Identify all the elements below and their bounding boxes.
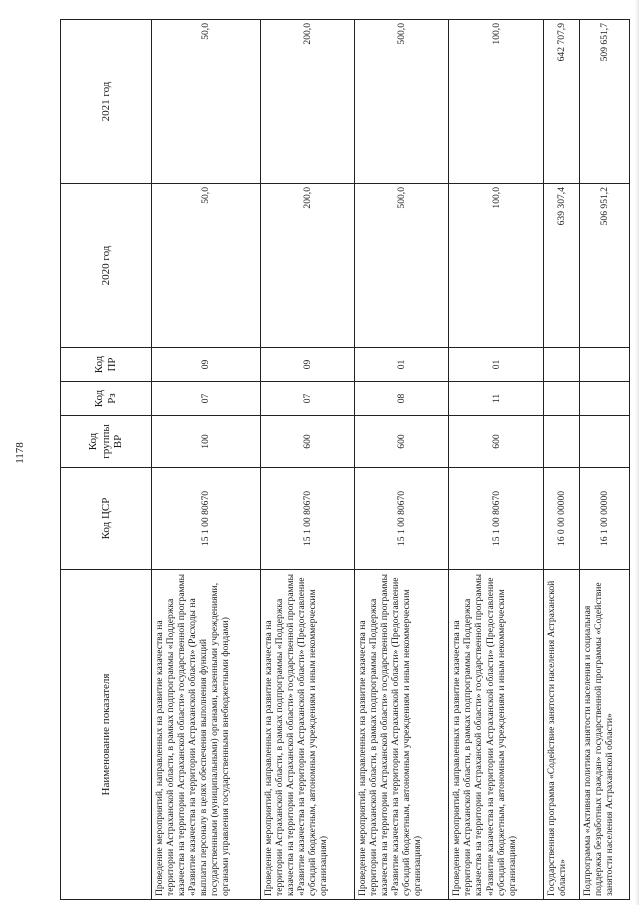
row-2021: 50,0 [152,20,261,184]
row-rz: 07 [260,382,354,416]
row-rz [543,382,579,416]
row-2020: 506 951,2 [579,184,630,348]
row-pr [543,348,579,382]
row-csr: 15 1 00 80670 [355,468,449,570]
row-csr: 16 1 00 00000 [579,468,630,570]
row-vr: 100 [152,416,261,468]
table-row [579,20,630,900]
table-row [355,20,449,900]
row-csr: 16 0 00 00000 [543,468,579,570]
row-2020: 100,0 [449,184,543,348]
scan-edge [635,0,639,905]
row-2021: 200,0 [260,20,354,184]
row-2021: 642 707,9 [543,20,579,184]
page-number: 1178 [14,441,26,464]
row-rz: 11 [449,382,543,416]
row-pr [579,348,630,382]
rotated-table-container [60,20,630,900]
header-name: Наименование показателя [61,570,152,900]
row-vr [543,416,579,468]
table-body [152,20,630,900]
header-pr: Код ПР [61,348,152,382]
row-vr [579,416,630,468]
row-name: Подпрограмма «Активная политика занятости населения и социальная поддержка безработных граждан» государственной программы «Содействие занятости населения Астраханской области» [579,570,630,900]
row-name: Проведение мероприятий, направленных на развитие казачества на территории Астраханской области, в рамках подпрограммы «Поддержка казачества на территории Астраханской области» государственной программы «Развитие казачества на территории Астраханской области» (Предоставление субсидий бюджетным, автономным учреждениям и иным некоммерческим организациям) [449,570,543,900]
header-2020: 2020 год [61,184,152,348]
row-csr: 15 1 00 80670 [260,468,354,570]
table-frame [60,20,630,900]
header-row [61,20,152,900]
table-row [152,20,261,900]
row-2020: 639 307,4 [543,184,579,348]
row-pr: 09 [152,348,261,382]
row-csr: 15 1 00 80670 [152,468,261,570]
row-csr: 15 1 00 80670 [449,468,543,570]
row-pr: 01 [449,348,543,382]
row-pr: 01 [355,348,449,382]
budget-table [60,19,630,900]
row-2021: 500,0 [355,20,449,184]
row-rz [579,382,630,416]
row-rz: 08 [355,382,449,416]
row-2020: 200,0 [260,184,354,348]
header-2021: 2021 год [61,20,152,184]
header-csr: Код ЦСР [61,468,152,570]
row-name: Проведение мероприятий, направленных на развитие казачества на территории Астраханской области, в рамках подпрограммы «Поддержка казачества на территории Астраханской области» государственной программы «Развитие казачества на территории Астраханской области» (Расходы на выплаты персоналу в целях обеспечения выполнения функций государственными (муниципальными) органами, казенными учреждениями, органами управления государственными внебюджетными фондами) [152,570,261,900]
row-vr: 600 [355,416,449,468]
header-vr: Код группы ВР [61,416,152,468]
row-2021: 509 651,7 [579,20,630,184]
table-row [449,20,543,900]
table-row [260,20,354,900]
row-name: Государственная программа «Содействие занятости населения Астраханской области» [543,570,579,900]
header-rz: Код Рз [61,382,152,416]
row-2021: 100,0 [449,20,543,184]
row-2020: 50,0 [152,184,261,348]
row-vr: 600 [260,416,354,468]
table-row [543,20,579,900]
row-name: Проведение мероприятий, направленных на развитие казачества на территории Астраханской области, в рамках подпрограммы «Поддержка казачества на территории Астраханской области» государственной программы «Развитие казачества на территории Астраханской области» (Предоставление субсидий бюджетным, автономным учреждениям и иным некоммерческим организациям) [260,570,354,900]
row-pr: 09 [260,348,354,382]
table-header [61,20,152,900]
row-vr: 600 [449,416,543,468]
row-rz: 07 [152,382,261,416]
row-2020: 500,0 [355,184,449,348]
row-name: Проведение мероприятий, направленных на развитие казачества на территории Астраханской области, в рамках подпрограммы «Поддержка казачества на территории Астраханской области» государственной программы «Развитие казачества на территории Астраханской области» (Предоставление субсидий бюджетным, автономным учреждениям и иным некоммерческим организациям) [355,570,449,900]
